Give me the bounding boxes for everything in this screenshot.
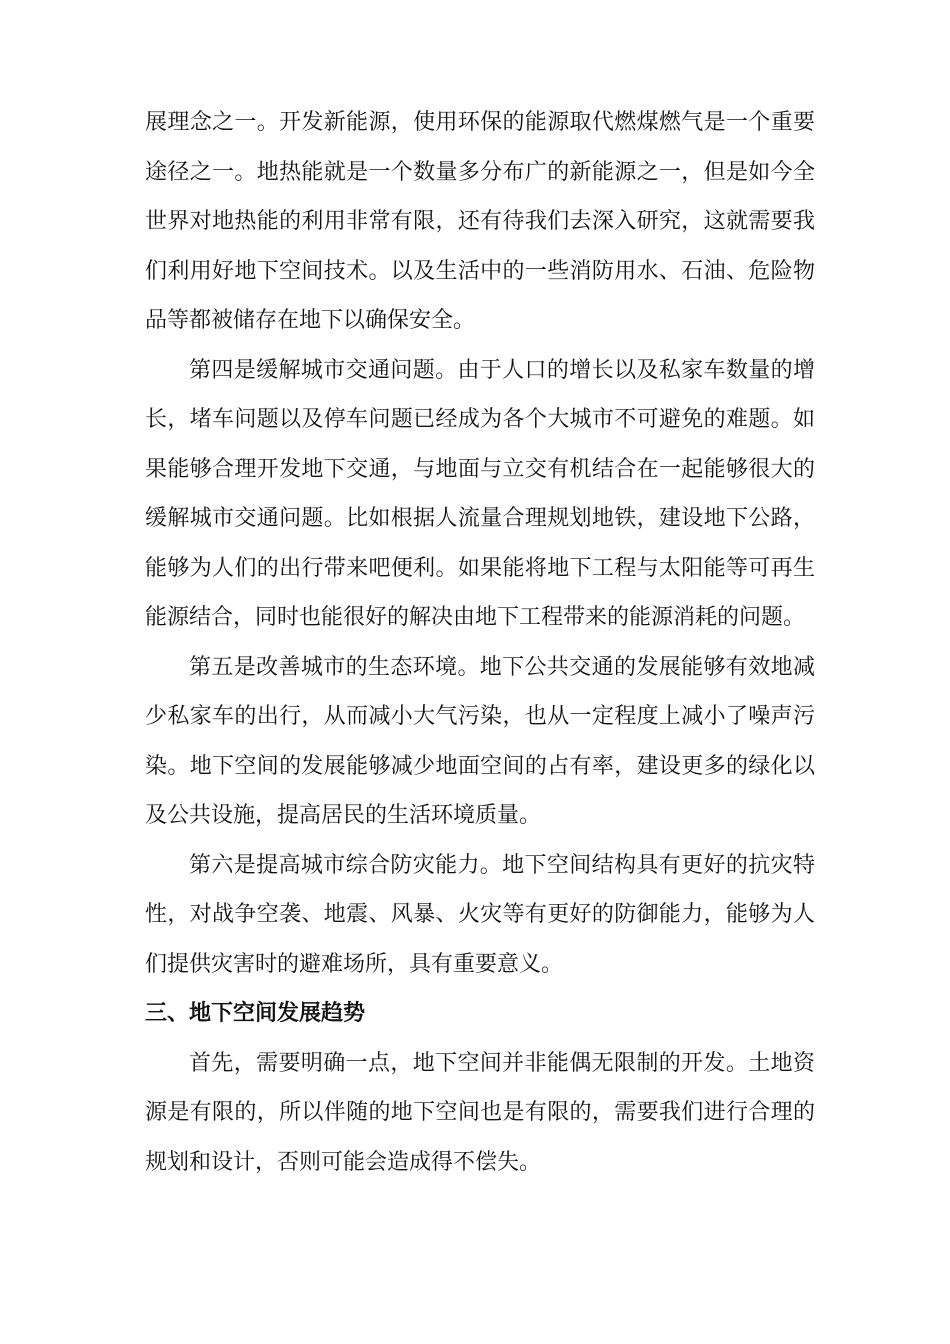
paragraph-ecology: 第五是改善城市的生态环境。地下公共交通的发展能够有效地减少私家车的出行，从而减小大气污染，也从一定程度上减小了噪声污染。地下空间的发展能够减少地面空间的占有率，建设更多的绿化以及公共设施，提高居民的生活环境质量。 — [145, 654, 815, 828]
paragraph-traffic: 第四是缓解城市交通问题。由于人口的增长以及私家车数量的增长，堵车问题以及停车问题已经成为各个大城市不可避免的难题。如果能够合理开发地下交通，与地面与立交有机结合在一起能够很大的缓解城市交通问题。比如根据人流量合理规划地铁，建设地下公路，能够为人们的出行带来吧便利。如果能将地下工程与太阳能等可再生能源结合，同时也能很好的解决由地下工程带来的能源消耗的问题。 — [145, 357, 815, 630]
paragraph-disaster-prevention: 第六是提高城市综合防灾能力。地下空间结构具有更好的抗灾特性，对战争空袭、地震、风暴、火灾等有更好的防御能力，能够为人们提供灾害时的避难场所，具有重要意义。 — [145, 852, 815, 977]
paragraph-trend-first: 首先，需要明确一点，地下空间并非能偶无限制的开发。土地资源是有限的，所以伴随的地下空间也是有限的，需要我们进行合理的规划和设计，否则可能会造成得不偿失。 — [145, 1050, 815, 1175]
paragraph-energy-storage: 展理念之一。开发新能源，使用环保的能源取代燃煤燃气是一个重要途径之一。地热能就是一个数量多分布广的新能源之一，但是如今全世界对地热能的利用非常有限，还有待我们去深入研究，这就需要我们利用好地下空间技术。以及生活中的一些消防用水、石油、危险物品等都被储存在地下以确保安全。 — [145, 110, 815, 333]
section-heading: 三、地下空间发展趋势 — [145, 1001, 366, 1026]
document-page — [145, 98, 815, 1187]
